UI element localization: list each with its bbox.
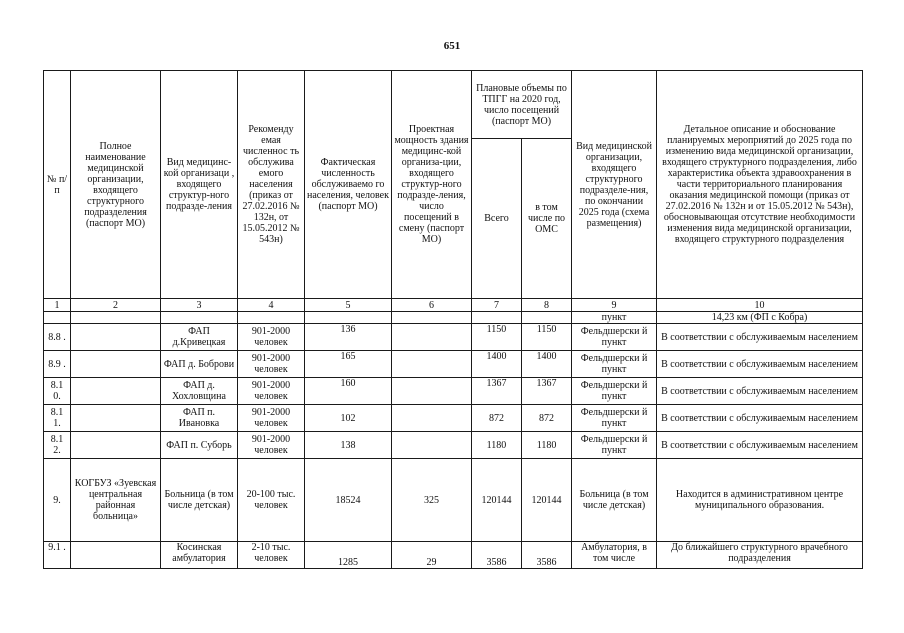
row-recommended: 901-2000 человек [238,351,305,378]
row-number: 8.1 2. [44,432,71,459]
row-description: До ближайшего структурного врачебного подразделения [657,542,863,569]
table-row [44,459,863,542]
column-number: 4 [238,299,305,312]
row-capacity [392,378,472,405]
row-name [71,351,161,378]
row-actual: 160 [305,378,392,405]
row-capacity [392,432,472,459]
header-total: Всего [472,139,522,299]
row-total: 1400 [472,351,522,378]
row-recommended: 901-2000 человек [238,405,305,432]
row-name [71,324,161,351]
row-actual: 136 [305,324,392,351]
row-recommended: 2-10 тыс. человек [238,542,305,569]
row-type: ФАП д.Кривецкая [161,324,238,351]
row-number: 9. [44,459,71,542]
header-type-2025: Вид медицинской организации, входящего структурного подразделе-ния, по окончании 2025 года (схема размещения) [572,71,657,299]
row-oms: 1150 [522,324,572,351]
column-number: 9 [572,299,657,312]
row-number: 8.1 1. [44,405,71,432]
row-type: Больница (в том числе детская) [161,459,238,542]
column-number: 6 [392,299,472,312]
row-total: 872 [472,405,522,432]
table-row [44,378,863,405]
row-description: В соответствии с обслуживаемым населением [657,378,863,405]
row-oms: 1400 [522,351,572,378]
row-type-2025: Фельдшерски й пункт [572,351,657,378]
page-number: 651 [443,40,461,52]
table-row [44,432,863,459]
header-description: Детальное описание и обоснование планируемых мероприятий до 2025 года по изменению вида медицинской организации, входящего структурного подразделения, либо характеристика объекта здравоохранения в части территориального планирования оказания медицинской помощи (приказ от 27.02.2016 № 132н и от 15.05.2012 № 543н), обосновывающая отсутствие необходимости изменения вида медицинской организации, входящего структурного подразделения [657,71,863,299]
row-capacity [392,405,472,432]
header-oms: в том числе по ОМС [522,139,572,299]
row-oms: 872 [522,405,572,432]
row-actual: 165 [305,351,392,378]
row-capacity [392,351,472,378]
column-number: 7 [472,299,522,312]
row-total: 1150 [472,324,522,351]
row-description: В соответствии с обслуживаемым населением [657,351,863,378]
table-row [44,542,863,569]
row-description: В соответствии с обслуживаемым населением [657,324,863,351]
row-type: Косинская амбулатория [161,542,238,569]
row-actual: 138 [305,432,392,459]
row-recommended: 901-2000 человек [238,432,305,459]
row-type-2025: Фельдшерски й пункт [572,324,657,351]
row-capacity [392,324,472,351]
header-org-type: Вид медицинс-кой организаци , входящего структур-ного подразде-ления [161,71,238,299]
column-number: 8 [522,299,572,312]
header-number: № п/п [44,71,71,299]
row-name [71,378,161,405]
header-design-capacity: Проектная мощность здания медицинс-кой организа-ции, входящего структур-ного подразде-ления, число посещений в смену (паспорт МО) [392,71,472,299]
header-recommended-population: Рекоменду емая численнос ть обслужива емого населения (приказ от 27.02.2016 № 132н, от 15.05.2012 № 543н) [238,71,305,299]
row-oms: 1367 [522,378,572,405]
column-number: 1 [44,299,71,312]
row-name [71,542,161,569]
continuation-row [44,312,863,324]
row-type: ФАП п. Суборь [161,432,238,459]
row-total: 1180 [472,432,522,459]
row-total: 120144 [472,459,522,542]
row-type: ФАП д. Хохловщина [161,378,238,405]
header-actual-population: Фактическая численность обслуживаемо го населения, человек (паспорт МО) [305,71,392,299]
table-row [44,351,863,378]
row-name [71,432,161,459]
row-recommended: 901-2000 человек [238,324,305,351]
header-full-name: Полное наименование медицинской организации, входящего структурного подразделения (паспорт МО) [71,71,161,299]
table-row [44,405,863,432]
column-number: 10 [657,299,863,312]
row-total: 3586 [472,542,522,569]
column-number: 2 [71,299,161,312]
continuation-type: пункт [572,312,657,324]
row-type-2025: Фельдшерски й пункт [572,378,657,405]
row-recommended: 20-100 тыс. человек [238,459,305,542]
row-description: В соответствии с обслуживаемым населением [657,432,863,459]
medical-organizations-table [43,70,863,569]
row-description: В соответствии с обслуживаемым населением [657,405,863,432]
row-type-2025: Больница (в том числе детская) [572,459,657,542]
row-actual: 102 [305,405,392,432]
row-type: ФАП д. Боброви [161,351,238,378]
row-number: 8.9 . [44,351,71,378]
continuation-description: 14,23 км (ФП с Кобра) [657,312,863,324]
row-oms: 3586 [522,542,572,569]
row-number: 8.1 0. [44,378,71,405]
row-capacity: 29 [392,542,472,569]
row-capacity: 325 [392,459,472,542]
row-type-2025: Амбулатория, в том числе [572,542,657,569]
row-oms: 1180 [522,432,572,459]
column-number-row [44,299,863,312]
row-name [71,405,161,432]
row-total: 1367 [472,378,522,405]
header-row [44,71,863,139]
row-actual: 1285 [305,542,392,569]
row-oms: 120144 [522,459,572,542]
table-row [44,324,863,351]
row-type-2025: Фельдшерски й пункт [572,405,657,432]
row-actual: 18524 [305,459,392,542]
column-number: 5 [305,299,392,312]
row-name: КОГБУЗ «Зуевская центральная районная больница» [71,459,161,542]
row-number: 8.8 . [44,324,71,351]
row-recommended: 901-2000 человек [238,378,305,405]
row-type: ФАП п. Ивановка [161,405,238,432]
header-planned-volumes: Плановые объемы по ТПГГ на 2020 год, число посещений (паспорт МО) [472,71,572,139]
row-type-2025: Фельдшерски й пункт [572,432,657,459]
row-number: 9.1 . [44,542,71,569]
column-number: 3 [161,299,238,312]
row-description: Находится в административном центре муниципального образования. [657,459,863,542]
